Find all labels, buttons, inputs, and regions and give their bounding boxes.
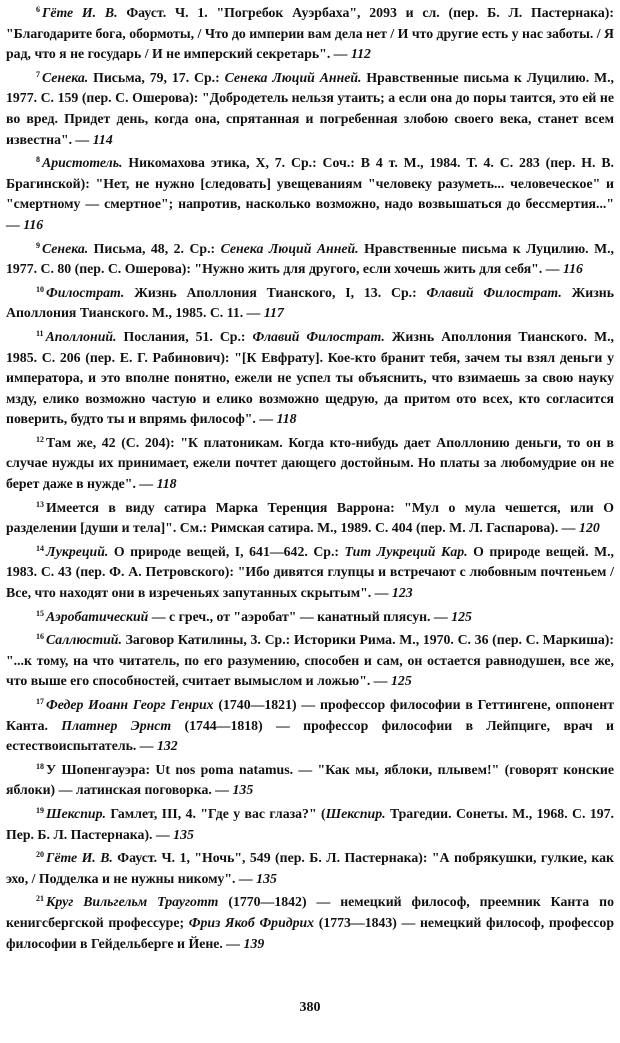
note-italic-text: Сенека. — [42, 240, 89, 256]
note-italic-text: Платнер Эрнст — [61, 717, 172, 733]
note-number: 12 — [36, 434, 44, 444]
note-text: Заговор Катилины, 3. Ср.: Историки Рима. М., 1970. С. 36 (пер. С. Маркиша): "...к тому, на что читатель, по его разумению, способен и сам, он остается равнодушен, все же, что выше его способностей, считает вымыслом и ложью". — [6, 632, 614, 689]
note-text: Письма, 79, 17. Ср.: — [88, 69, 225, 85]
note-italic-text: — 116 — [6, 216, 44, 232]
endnote — [6, 150, 614, 235]
note-text: (1744—1818) — профессор философии в Лейпциге, врач и естествоиспытатель. — [6, 717, 614, 754]
note-italic-text: — 123 — [374, 585, 413, 601]
note-number: 18 — [36, 761, 44, 771]
note-text: Жизнь Аполлония Тианского. М., 1985. С. 11. — [6, 284, 615, 321]
note-italic-text: Лукреций. — [46, 543, 109, 559]
note-italic-text: Флавий Филострат. — [426, 284, 562, 300]
note-italic-text: — 117 — [246, 305, 284, 321]
note-number: 9 — [36, 240, 40, 250]
endnote — [6, 280, 614, 324]
note-number: 10 — [36, 284, 44, 294]
note-italic-text: Аристотель. — [42, 155, 123, 171]
note-text: Там же, 42 (С. 204): "К платоникам. Когда кто-нибудь дает Аполлонию деньги, то он в случае нужды их принимает, ежели почтет дающего достойным. Но платы за любомудрие он не берет даже в нужде". — [6, 434, 614, 492]
note-italic-text: — 135 — [215, 782, 254, 798]
note-italic-text: Сенека. — [42, 69, 89, 85]
note-italic-text: — 125 — [433, 608, 472, 624]
note-text: (1773—1843) — немецкий философ, профессор философии в Гейдельберге и Йене. — [6, 914, 614, 951]
page-number: 380 — [299, 1000, 321, 1015]
note-number: 11 — [36, 328, 44, 338]
endnote — [6, 236, 614, 280]
endnote — [6, 692, 614, 757]
note-italic-text: — 135 — [238, 870, 277, 886]
note-italic-text: Флавий Филострат. — [252, 328, 385, 344]
note-italic-text: Федер Иоанн Георг Генрих — [46, 697, 214, 712]
note-text: Послания, 51. Ср.: — [116, 328, 253, 344]
note-text: Жизнь Аполлония Тианского, I, 13. Ср.: — [124, 284, 427, 300]
note-italic-text: — 125 — [373, 673, 412, 689]
note-text: Нравственные письма к Луцилию. М., 1977. С. 159 (пер. С. Ошерова): "Добродетель нельзя утаить; а если она до поры таится, это ей не во вред. Придет день, когда она, спрятанная и погребенная злобою своего века, станет всем известна". — [6, 69, 614, 147]
note-italic-text: Филострат. — [46, 284, 125, 300]
endnote — [6, 627, 614, 692]
note-text: Фауст. Ч. 1, "Ночь", 549 (пер. Б. Л. Пастернака): "А побрякушки, гулкие, как эхо, / Подделка и не нужны никому". — [6, 850, 614, 886]
note-italic-text: Фриз Якоб Фридрих — [188, 914, 315, 930]
note-text: — с греч., от "аэробат" — канатный плясун. — [148, 608, 434, 624]
note-italic-text: — 112 — [333, 46, 371, 62]
note-text: Имеется в виду сатира Марка Теренция Варрона: "Мул о мула чешется, или О разделении [души и тела]". См.: Римская сатира. М., 1989. С. 404 (пер. М. Л. Гаспарова). — [6, 499, 614, 536]
note-number: 8 — [36, 155, 40, 165]
note-text: (1770—1842) — немецкий философ, преемник Канта по кенигсбергской профессуре; — [6, 894, 614, 930]
endnotes-list — [6, 0, 614, 954]
endnote — [6, 757, 614, 801]
note-italic-text: Шекспир. — [325, 805, 386, 821]
note-number: 16 — [36, 632, 44, 642]
note-number: 17 — [36, 697, 44, 706]
endnote — [6, 604, 614, 628]
note-italic-text: — 118 — [139, 476, 177, 492]
note-italic-text: — 135 — [155, 826, 194, 842]
note-number: 14 — [36, 543, 44, 553]
endnote — [6, 65, 614, 150]
note-text: У Шопенгауэра: Ut nos poma natamus. — "Как мы, яблоки, плывем!" (говорят конские яблоки) — латинская поговорка. — [6, 761, 614, 798]
endnote — [6, 0, 614, 65]
endnote — [6, 845, 614, 889]
note-italic-text: — 132 — [139, 738, 178, 754]
note-number: 15 — [36, 608, 44, 618]
note-italic-text: Тит Лукреций Кар. — [344, 543, 468, 559]
note-number: 13 — [36, 499, 44, 509]
note-text: Жизнь Аполлония Тианского. М., 1985. С. 206 (пер. Е. Г. Рабинович): "[К Евфрату]. Кое-кто бранит тебя, зачем ты взял деньги у императора, и это вполне понятно, ежели не успел ты объяснить, что взимаешь за свою науку мзду, елико возможно частую и елико возможно щедрую, да притом ото всех, кто согласится поверить, будто ты и впрямь философ". — [6, 328, 614, 427]
note-italic-text: Аполлоний. — [45, 328, 117, 344]
endnote — [6, 889, 614, 954]
endnote — [6, 430, 614, 495]
note-text: Нравственные письма к Луцилию. М., 1977. С. 80 (пер. С. Ошерова): "Нужно жить для другого, если хочешь жить для себя". — [6, 240, 614, 277]
note-text: Трагедии. Сонеты. М., 1968. С. 197. Пер. Б. Л. Пастернака). — [6, 805, 614, 842]
note-number: 20 — [36, 850, 44, 860]
note-text: Гамлет, III, 4. "Где у вас глаза?" ( — [105, 805, 326, 821]
note-italic-text: Аэробатический — [46, 608, 149, 624]
endnote — [6, 324, 614, 430]
note-number: 19 — [36, 805, 44, 815]
note-italic-text: Саллюстий. — [46, 632, 122, 648]
endnote — [6, 539, 614, 604]
note-text: Фауст. Ч. 1. "Погребок Ауэрбаха", 2093 и сл. (пер. Б. Л. Пастернака): "Благодарите бога, обормоты, / Что до империи вам дела нет / И что другие есть у нас заботы. / Я рад, что я не государь / И не имперский секретарь". — [6, 5, 614, 62]
note-italic-text: — 114 — [75, 131, 113, 147]
note-number: 21 — [36, 894, 44, 904]
note-text: Письма, 48, 2. Ср.: — [88, 240, 221, 256]
note-italic-text: Гёте И. В. — [42, 5, 118, 20]
note-italic-text: — 116 — [545, 261, 583, 277]
note-italic-text: — 120 — [561, 520, 600, 536]
note-text: О природе вещей, I, 641—642. Ср.: — [108, 543, 345, 559]
note-italic-text: Шекспир. — [46, 805, 106, 821]
note-italic-text: Гёте И. В. — [46, 850, 113, 866]
note-italic-text: Сенека Люций Анней. — [220, 240, 359, 256]
endnote — [6, 801, 614, 845]
note-number: 7 — [36, 69, 40, 79]
note-number: 6 — [36, 5, 40, 14]
note-text: Никомахова этика, X, 7. Ср.: Соч.: В 4 т. М., 1984. Т. 4. С. 283 (пер. Н. В. Брагинской): "Нет, не нужно [следовать] увещеваниям "человеку разуметь... человеческое" и "смертному — смертное"; напротив, насколько возможно, надо возвышаться до бессмертия..." — [6, 155, 614, 212]
note-italic-text: — 139 — [226, 935, 265, 951]
note-italic-text: Круг Вильгельм Трауготт — [46, 894, 219, 910]
endnote — [6, 495, 614, 539]
note-text: О природе вещей. М., 1983. С. 43 (пер. Ф. А. Петровского): "Ибо дивятся глупцы и встречают с любовным почтеньем / Все, что находят они в изреченьях запутанных скрытым". — [6, 543, 614, 601]
note-italic-text: — 118 — [259, 411, 297, 427]
note-italic-text: Сенека Люций Анней. — [224, 69, 362, 85]
note-text: (1740—1821) — профессор философии в Геттингене, оппонент Канта. — [6, 697, 614, 733]
